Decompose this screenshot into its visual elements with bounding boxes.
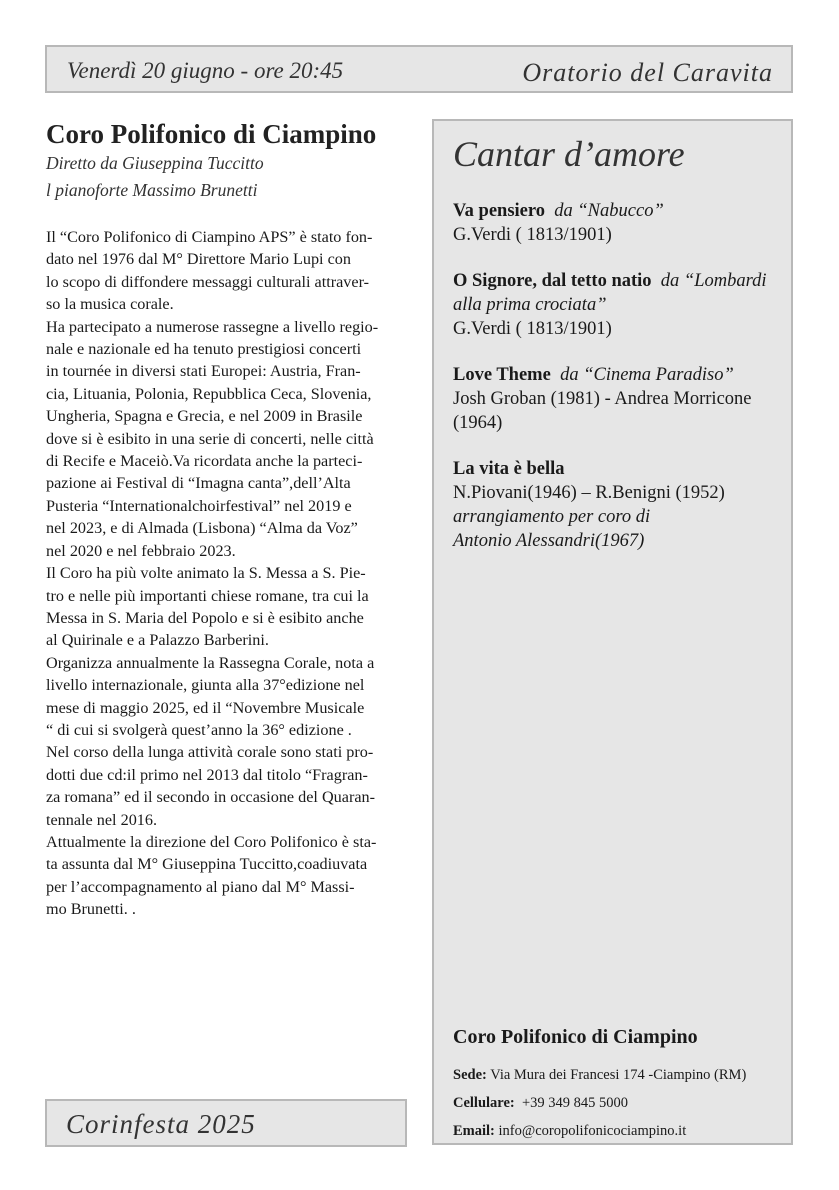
phone-value: +39 349 845 5000 — [522, 1095, 629, 1111]
piece-composer: Josh Groban (1981) - Andrea Morricone (1964) — [453, 389, 752, 433]
choir-biography — [46, 226, 406, 921]
piece-composer: G.Verdi ( 1813/1901) — [453, 225, 612, 245]
biography-line: Nel corso della lunga attività corale sono stati pro- — [46, 743, 374, 762]
biography-line: per l’accompagnamento al piano dal M° Massi- — [46, 877, 355, 896]
biography-line: Il Coro ha più volte animato la S. Messa a S. Pie- — [46, 564, 366, 583]
biography-line: ta assunta dal M° Giuseppina Tuccitto,coadiuvata — [46, 855, 368, 874]
contact-email — [453, 1117, 783, 1145]
piece-composer: N.Piovani(1946) – R.Benigni (1952) — [453, 483, 725, 503]
biography-line: nale e nazionale ed ha tenuto prestigiosi concerti — [46, 340, 362, 359]
biography-line: tennale nel 2016. — [46, 810, 158, 829]
biography-line: Ha partecipato a numerose rassegne a livello regio- — [46, 317, 379, 336]
piece-arrangement: arrangiamento per coro di — [453, 507, 651, 527]
biography-line: di Recife e Maceiò.Va ricordata anche la parteci- — [46, 452, 363, 471]
choir-director: Diretto da Giuseppina Tuccitto — [46, 153, 264, 173]
contact-choir-name: Coro Polifonico di Ciampino — [453, 1026, 698, 1048]
piece-source: da “Cinema Paradiso” — [560, 365, 734, 385]
contact-phone — [453, 1089, 783, 1117]
piece-arrangement: Antonio Alessandri(1967) — [453, 531, 645, 551]
biography-line: in tournée in diversi stati Europei: Austria, Fran- — [46, 362, 361, 381]
program-item — [453, 363, 778, 435]
biography-line: dato nel 1976 dal M° Direttore Mario Lupi con — [46, 250, 351, 269]
program-item-heading — [453, 269, 778, 317]
program-item — [453, 457, 778, 553]
biography-line: Attualmente la direzione del Coro Polifonico è sta- — [46, 832, 377, 851]
biography-line: Pusteria “Internationalchoirfestival” nel 2019 e — [46, 496, 352, 515]
biography-line: mese di maggio 2025, ed il “Novembre Musicale — [46, 698, 365, 717]
biography-line: dove si è esibito in una serie di concerti, nelle città — [46, 429, 374, 448]
biography-line: nel 2020 e nel febbraio 2023. — [46, 541, 236, 560]
biography-line: “ di cui si svolgerà quest’anno la 36° edizione . — [46, 720, 352, 739]
biography-line: Messa in S. Maria del Popolo e si è esibito anche — [46, 608, 364, 627]
program-item — [453, 199, 778, 247]
biography-line: so la musica corale. — [46, 295, 174, 314]
piece-title: La vita è bella — [453, 459, 565, 479]
biography-line: pazione ai Festival di “Imagna canta”,dell’Alta — [46, 474, 351, 493]
address-value: Via Mura dei Francesi 174 -Ciampino (RM) — [490, 1067, 747, 1083]
header-bar — [45, 45, 793, 93]
program-item-heading — [453, 199, 778, 223]
email-label: Email: — [453, 1123, 495, 1139]
choir-column — [46, 118, 406, 921]
address-label: Sede: — [453, 1067, 487, 1083]
piece-title: O Signore, dal tetto natio — [453, 271, 652, 291]
piece-source: da “Lombardi alla prima crociata” — [453, 271, 767, 315]
biography-line: za romana” ed il secondo in occasione del Quaran- — [46, 788, 375, 807]
piece-composer: G.Verdi ( 1813/1901) — [453, 319, 612, 339]
program-title: Cantar d’amore — [453, 134, 685, 174]
piece-title: Va pensiero — [453, 201, 546, 221]
program-item-heading — [453, 457, 778, 481]
piece-source: da “Nabucco” — [554, 201, 664, 221]
event-date-time: Venerdì 20 giugno - ore 20:45 — [67, 58, 344, 83]
contact-block — [453, 1026, 783, 1145]
biography-line: cia, Lituania, Polonia, Repubblica Ceca, Slovenia, — [46, 384, 372, 403]
biography-line: livello internazionale, giunta alla 37°edizione nel — [46, 676, 365, 695]
biography-line: lo scopo di diffondere messaggi culturali attraver- — [46, 272, 370, 291]
biography-line: tro e nelle più importanti chiese romane, tra cui la — [46, 586, 369, 605]
program-list — [453, 199, 778, 575]
festival-label: Corinfesta 2025 — [66, 1109, 256, 1139]
phone-label: Cellulare: — [453, 1095, 515, 1111]
event-venue: Oratorio del Caravita — [522, 58, 773, 87]
festival-bar — [45, 1099, 407, 1147]
contact-address — [453, 1061, 783, 1089]
email-value: info@coropolifonicociampino.it — [498, 1123, 687, 1139]
program-item-heading — [453, 363, 778, 387]
biography-line: nel 2023, e di Almada (Lisbona) “Alma da Voz” — [46, 519, 358, 538]
choir-title: Coro Polifonico di Ciampino — [46, 119, 377, 149]
biography-line: dotti due cd:il primo nel 2013 dal titolo “Fragran- — [46, 765, 368, 784]
program-item — [453, 269, 778, 341]
biography-line: Organizza annualmente la Rassegna Corale, nota a — [46, 653, 375, 672]
biography-line: mo Brunetti. . — [46, 900, 136, 919]
biography-line: Ungheria, Spagna e Grecia, e nel 2009 in Brasile — [46, 407, 363, 426]
choir-pianist: l pianoforte Massimo Brunetti — [46, 180, 258, 200]
program-panel — [432, 119, 793, 1145]
biography-line: Il “Coro Polifonico di Ciampino APS” è stato fon- — [46, 228, 373, 246]
biography-line: al Quirinale e a Palazzo Barberini. — [46, 631, 269, 650]
piece-title: Love Theme — [453, 365, 551, 385]
